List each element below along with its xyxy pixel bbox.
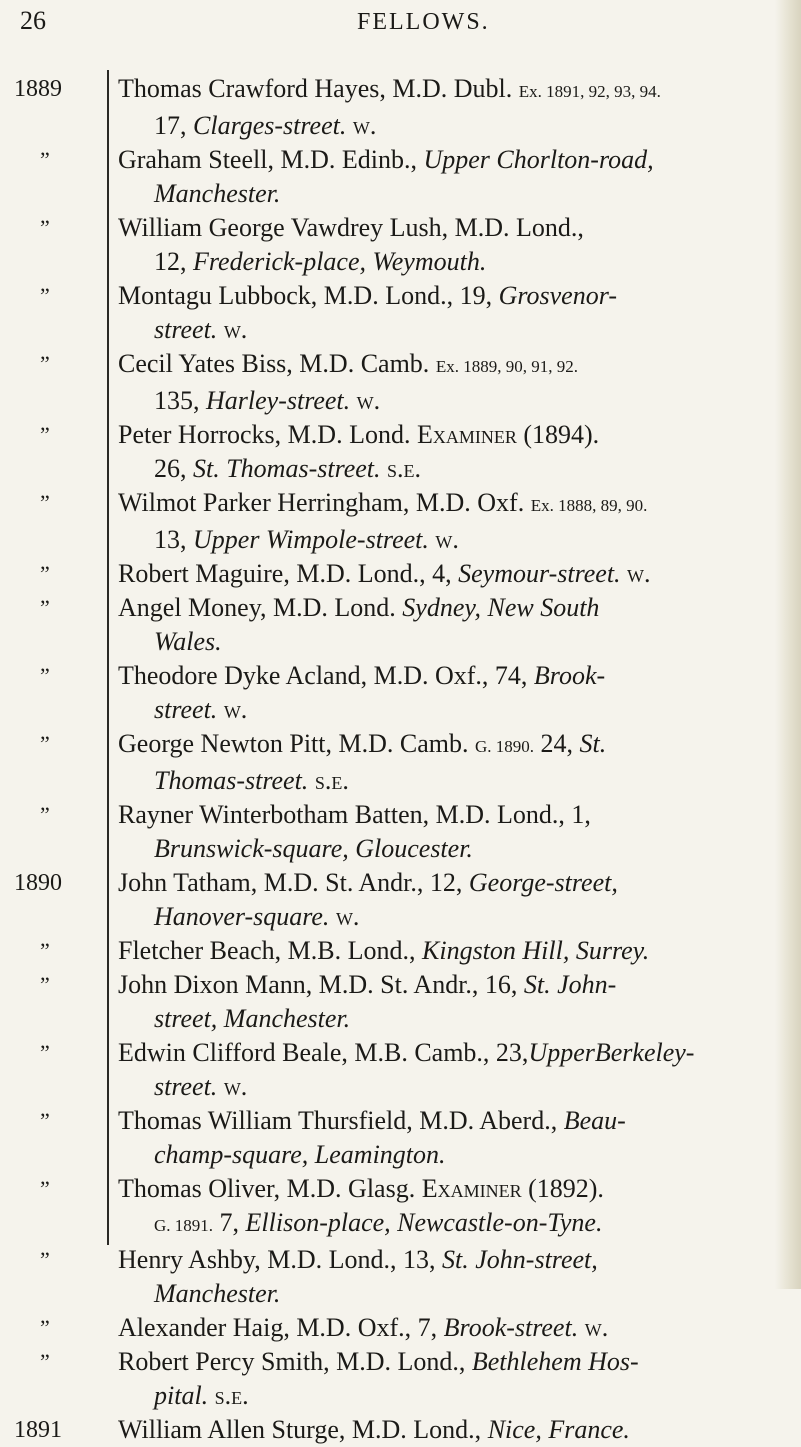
list-item: 1890 John Tatham, M.D. St. Andr., 12, George-street, Hanover-square. w. (0, 866, 801, 934)
exam-note: Ex. 1891, 92, 93, 94. (518, 82, 661, 101)
address: Manchester. (154, 179, 281, 208)
ditto-mark: ” (40, 802, 50, 827)
fellow-name: Wilmot Parker Herringham, M.D. Oxf. (118, 488, 525, 517)
ditto-mark: ” (40, 422, 50, 447)
fellow-name: Peter Horrocks, M.D. Lond. (118, 420, 411, 449)
fellow-name: Fletcher Beach, M.B. Lond., (118, 936, 416, 965)
district: w. (352, 111, 377, 140)
list-item: ” George Newton Pitt, M.D. Camb. G. 1890. 24, St. Thomas-street. s.e. (0, 727, 801, 798)
list-item (0, 934, 801, 968)
address: Frederick-place, Weymouth. (193, 247, 487, 276)
list-item: ” Montagu Lubbock, M.D. Lond., 19, Grosvenor- street. w. (0, 279, 801, 347)
fellow-name: Thomas Crawford Hayes, M.D. Dubl. (118, 74, 513, 103)
district: s.e. (387, 454, 422, 483)
ditto-mark: ” (40, 283, 50, 308)
examiner-note: Examiner (1892). (421, 1174, 604, 1203)
fellow-name: Cecil Yates Biss, M.D. Camb. (118, 349, 430, 378)
list-item (0, 1413, 801, 1447)
ditto-mark: ” (40, 663, 50, 688)
list-item (0, 211, 801, 279)
address-number: 17, (154, 111, 187, 140)
address: Seymour-street. (458, 559, 621, 588)
fellow-name: Montagu Lubbock, M.D. Lond., 19, (118, 281, 493, 310)
exam-note: Ex. 1889, 90, 91, 92. (435, 357, 578, 376)
list-item: ” John Dixon Mann, M.D. St. Andr., 16, St. John- street, Manchester. (0, 968, 801, 1036)
year-label: 1891 (14, 1417, 62, 1443)
page-number: 26 (20, 6, 46, 35)
district: w. (335, 902, 360, 931)
address: Clarges-street. (193, 111, 347, 140)
district: w. (223, 1072, 248, 1101)
district: w. (223, 695, 248, 724)
address-number: 24, (540, 729, 574, 758)
district: s.e. (214, 1381, 249, 1410)
district: w. (435, 525, 459, 554)
list-item (0, 798, 801, 866)
address: street. (154, 1072, 218, 1101)
list-item: ” Graham Steell, M.D. Edinb., Upper Chorlton-road, Manchester. (0, 143, 801, 211)
address: Harley-street. (206, 386, 351, 415)
ditto-mark: ” (40, 351, 50, 376)
examiner-note: Examiner (1894). (416, 420, 600, 449)
list-item (0, 557, 801, 591)
fellow-name: Robert Percy Smith, M.D. Lond., (118, 1347, 466, 1376)
district: w. (223, 315, 248, 344)
exam-note: G. 1890. (475, 737, 535, 756)
fellow-name: Alexander Haig, M.D. Oxf., 7, (118, 1313, 438, 1342)
district: w. (627, 559, 651, 588)
address: Kingston Hill, Surrey. (422, 936, 650, 965)
fellow-name: Angel Money, M.D. Lond. (118, 593, 396, 622)
address: Hanover-square. (154, 902, 330, 931)
list-item (0, 1172, 801, 1243)
district: w. (356, 386, 381, 415)
list-item: ” Edwin Clifford Beale, M.B. Camb., 23,UpperBerkeley- street. w. (0, 1036, 801, 1104)
address: Ellison-place, Newcastle-on-Tyne. (245, 1208, 603, 1237)
address: Upper Wimpole-street. (193, 525, 429, 554)
fellow-name: John Tatham, M.D. St. Andr., 12, (118, 868, 463, 897)
address-number: 12, (154, 247, 187, 276)
fellow-name: Graham Steell, M.D. Edinb., (118, 145, 417, 174)
ditto-mark: ” (40, 1108, 50, 1133)
address: Wales. (154, 627, 222, 656)
address: St. Thomas-street. (193, 454, 381, 483)
list-item (0, 72, 801, 143)
ditto-mark: ” (40, 972, 50, 997)
ditto-mark: ” (40, 1349, 50, 1374)
ditto-mark: ” (40, 595, 50, 620)
ditto-mark: ” (40, 490, 50, 515)
ditto-mark: ” (40, 1247, 50, 1272)
fellow-name: Henry Ashby, M.D. Lond., 13, (118, 1245, 436, 1274)
list-item (0, 486, 801, 557)
address: Nice, France. (487, 1415, 630, 1444)
ditto-mark: ” (40, 938, 50, 963)
address-number: 13, (154, 525, 187, 554)
list-item (0, 347, 801, 418)
address-number: 135, (154, 386, 200, 415)
running-head: FELLOWS. (357, 9, 490, 35)
list-item: ” Angel Money, M.D. Lond. Sydney, New South Wales. (0, 591, 801, 659)
list-item (0, 1311, 801, 1345)
ditto-mark: ” (40, 1315, 50, 1340)
fellow-name: Thomas William Thursfield, M.D. Aberd., (118, 1106, 558, 1135)
address: Brunswick-square, Gloucester. (154, 834, 473, 863)
ditto-mark: ” (40, 731, 50, 756)
list-item (0, 418, 801, 486)
address: street, Manchester. (154, 1004, 351, 1033)
address: Manchester. (154, 1279, 281, 1308)
fellow-name: William George Vawdrey Lush, M.D. Lond., (118, 213, 584, 242)
fellow-name: William Allen Sturge, M.D. Lond., (118, 1415, 482, 1444)
ditto-mark: ” (40, 1176, 50, 1201)
exam-note: G. 1891. (154, 1216, 214, 1235)
address: street. (154, 695, 218, 724)
address: street. (154, 315, 218, 344)
exam-note: Ex. 1888, 89, 90. (530, 496, 648, 515)
fellow-name: Robert Maguire, M.D. Lond., 4, (118, 559, 452, 588)
address-number: 7, (219, 1208, 240, 1237)
fellow-name: Rayner Winterbotham Batten, M.D. Lond., 1, (118, 800, 591, 829)
address: Thomas-street. (154, 766, 309, 795)
fellows-list (0, 72, 801, 1447)
ditto-mark: ” (40, 215, 50, 240)
district: s.e. (314, 766, 349, 795)
list-item: ” Thomas William Thursfield, M.D. Aberd., Beau- champ-square, Leamington. (0, 1104, 801, 1172)
ditto-mark: ” (40, 1040, 50, 1065)
list-item: ” Henry Ashby, M.D. Lond., 13, St. John-street, Manchester. (0, 1243, 801, 1311)
address-number: 26, (154, 454, 187, 483)
fellow-name: Theodore Dyke Acland, M.D. Oxf., 74, (118, 661, 528, 690)
ditto-mark: ” (40, 147, 50, 172)
address: Brook-street. (443, 1313, 579, 1342)
year-label: 1890 (14, 870, 62, 896)
fellow-name: George Newton Pitt, M.D. Camb. (118, 729, 469, 758)
list-item: ” Robert Percy Smith, M.D. Lond., Bethlehem Hos- pital. s.e. (0, 1345, 801, 1413)
fellow-name: Thomas Oliver, M.D. Glasg. (118, 1174, 416, 1203)
ditto-mark: ” (40, 561, 50, 586)
fellow-name: Edwin Clifford Beale, M.B. Camb., 23, (118, 1038, 529, 1067)
address: pital. (154, 1381, 209, 1410)
district: w. (584, 1313, 609, 1342)
address: champ-square, Leamington. (154, 1140, 446, 1169)
list-item: ” Theodore Dyke Acland, M.D. Oxf., 74, Brook- street. w. (0, 659, 801, 727)
fellow-name: John Dixon Mann, M.D. St. Andr., 16, (118, 970, 518, 999)
year-label: 1889 (14, 76, 62, 102)
